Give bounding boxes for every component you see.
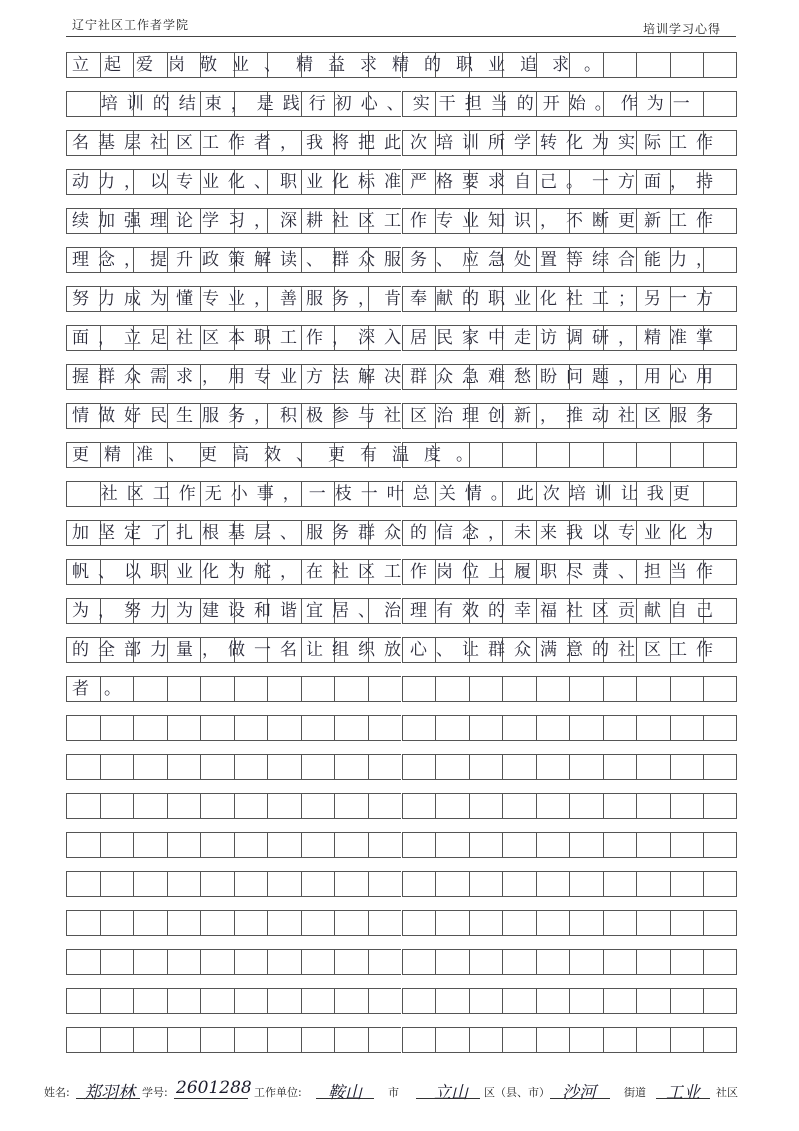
grid-cell — [435, 949, 469, 975]
grid-cell — [670, 715, 704, 741]
grid-cell — [66, 988, 100, 1014]
grid-cell — [536, 832, 570, 858]
grid-cell — [502, 715, 536, 741]
grid-cell — [267, 715, 301, 741]
grid-cell — [469, 754, 503, 780]
grid-cell — [569, 832, 603, 858]
grid-cell — [636, 793, 670, 819]
grid-cell — [603, 832, 637, 858]
grid-cell — [267, 949, 301, 975]
header-org: 辽宁社区工作者学院 — [72, 18, 190, 32]
grid-cell — [703, 910, 737, 936]
grid-row — [66, 169, 737, 195]
grid-cell — [100, 715, 134, 741]
grid-cell — [133, 832, 167, 858]
grid-cell — [670, 910, 704, 936]
grid-cell — [670, 754, 704, 780]
grid-cell — [200, 988, 234, 1014]
grid-cell — [402, 910, 436, 936]
grid-cell — [469, 988, 503, 1014]
grid-cell — [234, 793, 268, 819]
name-underline — [76, 1098, 140, 1099]
grid-cell — [469, 793, 503, 819]
grid-cell — [402, 949, 436, 975]
grid-cell — [167, 832, 201, 858]
grid-cell — [402, 988, 436, 1014]
city-value: 鞍山 — [328, 1083, 362, 1103]
grid-cell — [267, 871, 301, 897]
grid-cell — [133, 715, 167, 741]
grid-cell — [334, 832, 368, 858]
street-value: 沙河 — [562, 1083, 596, 1103]
district-underline — [416, 1098, 480, 1099]
grid-cell — [200, 793, 234, 819]
grid-row — [66, 910, 737, 936]
grid-cell — [368, 910, 402, 936]
essay-line: 名基层社区工作者，我将把此次培训所学转化为实际工作 — [72, 133, 722, 153]
community-value: 工业 — [666, 1083, 700, 1103]
grid-cell — [100, 754, 134, 780]
grid-row — [66, 637, 737, 663]
grid-cell — [703, 988, 737, 1014]
grid-cell — [267, 754, 301, 780]
grid-cell — [502, 1027, 536, 1053]
student-id-value: 2601288 — [176, 1078, 252, 1098]
grid-row — [66, 403, 737, 429]
grid-cell — [301, 910, 335, 936]
grid-row — [66, 676, 737, 702]
grid-row — [66, 793, 737, 819]
grid-cell — [66, 1027, 100, 1053]
grid-cell — [703, 949, 737, 975]
grid-row — [66, 871, 737, 897]
grid-cell — [200, 949, 234, 975]
street-label: 街道 — [624, 1086, 646, 1099]
grid-cell — [267, 832, 301, 858]
essay-line: 动力，以专业化、职业化标准严格要求自己。一方面，持 — [72, 172, 722, 192]
grid-cell — [301, 832, 335, 858]
grid-cell — [234, 949, 268, 975]
city-underline — [316, 1098, 374, 1099]
grid-cell — [435, 988, 469, 1014]
grid-cell — [469, 949, 503, 975]
grid-cell — [636, 754, 670, 780]
grid-row — [66, 559, 737, 585]
grid-cell — [469, 871, 503, 897]
grid-cell — [100, 832, 134, 858]
grid-cell — [402, 871, 436, 897]
grid-cell — [133, 988, 167, 1014]
grid-cell — [100, 910, 134, 936]
grid-cell — [402, 832, 436, 858]
grid-cell — [670, 1027, 704, 1053]
street-underline — [550, 1098, 610, 1099]
grid-cell — [402, 1027, 436, 1053]
grid-cell — [536, 715, 570, 741]
header-title: 培训学习心得 — [642, 22, 721, 36]
grid-cell — [670, 949, 704, 975]
grid-cell — [100, 1027, 134, 1053]
grid-row — [66, 130, 737, 156]
grid-cell — [334, 793, 368, 819]
grid-cell — [368, 871, 402, 897]
grid-cell — [603, 988, 637, 1014]
grid-cell — [703, 715, 737, 741]
grid-cell — [569, 793, 603, 819]
grid-cell — [636, 988, 670, 1014]
grid-cell — [200, 910, 234, 936]
grid-cell — [200, 871, 234, 897]
grid-row — [66, 832, 737, 858]
essay-line: 帆、以职业化为舵，在社区工作岗位上履职尽责、担当作 — [72, 562, 722, 582]
grid-row — [66, 520, 737, 546]
grid-cell — [603, 910, 637, 936]
grid-cell — [569, 1027, 603, 1053]
name-label: 姓名: — [44, 1086, 70, 1099]
grid-cell — [133, 910, 167, 936]
essay-line: 者。 — [72, 679, 136, 699]
essay-line: 立起爱岗敬业、精益求精的职业追求。 — [72, 55, 616, 75]
grid-cell — [502, 754, 536, 780]
grid-cell — [703, 1027, 737, 1053]
essay-line: 握群众需求，用专业方法解决群众急难愁盼问题，用心用 — [72, 367, 722, 387]
grid-cell — [334, 871, 368, 897]
grid-cell — [569, 754, 603, 780]
grid-cell — [66, 871, 100, 897]
grid-cell — [569, 871, 603, 897]
grid-cell — [200, 754, 234, 780]
grid-cell — [334, 988, 368, 1014]
grid-cell — [234, 988, 268, 1014]
grid-cell — [435, 1027, 469, 1053]
grid-cell — [569, 715, 603, 741]
grid-cell — [502, 910, 536, 936]
grid-cell — [536, 871, 570, 897]
grid-cell — [133, 871, 167, 897]
grid-cell — [167, 754, 201, 780]
grid-cell — [234, 1027, 268, 1053]
grid-cell — [334, 715, 368, 741]
grid-cell — [167, 715, 201, 741]
grid-cell — [267, 1027, 301, 1053]
grid-cell — [569, 910, 603, 936]
grid-cell — [368, 754, 402, 780]
grid-cell — [536, 1027, 570, 1053]
grid-cell — [133, 793, 167, 819]
header-rule — [66, 36, 736, 37]
grid-cell — [167, 949, 201, 975]
grid-cell — [636, 715, 670, 741]
essay-line: 努力成为懂专业，善服务，肯奉献的职业化社工；另一方 — [72, 289, 722, 309]
grid-cell — [636, 871, 670, 897]
grid-row — [66, 91, 737, 117]
grid-row — [66, 364, 737, 390]
grid-cell — [200, 832, 234, 858]
grid-cell — [200, 715, 234, 741]
city-label: 市 — [388, 1086, 399, 1099]
grid-cell — [267, 910, 301, 936]
essay-line: 加坚定了扎根基层、服务群众的信念，未来我以专业化为 — [72, 523, 722, 543]
grid-cell — [536, 754, 570, 780]
grid-row — [66, 286, 737, 312]
grid-cell — [402, 793, 436, 819]
grid-cell — [435, 832, 469, 858]
student-id-label: 学号: — [142, 1086, 168, 1099]
grid-cell — [66, 832, 100, 858]
grid-cell — [267, 988, 301, 1014]
grid-cell — [502, 832, 536, 858]
grid-cell — [234, 871, 268, 897]
grid-row — [66, 1027, 737, 1053]
footer-info — [44, 1078, 744, 1102]
grid-cell — [703, 793, 737, 819]
community-underline — [656, 1098, 710, 1099]
grid-cell — [603, 715, 637, 741]
grid-cell — [603, 949, 637, 975]
grid-cell — [368, 793, 402, 819]
grid-cell — [100, 871, 134, 897]
grid-cell — [636, 1027, 670, 1053]
essay-line: 为，努力为建设和谐宜居、治理有效的幸福社区贡献自己 — [72, 601, 722, 621]
grid-cell — [133, 1027, 167, 1053]
grid-cell — [301, 871, 335, 897]
grid-cell — [301, 949, 335, 975]
grid-cell — [234, 754, 268, 780]
grid-cell — [569, 949, 603, 975]
grid-cell — [334, 1027, 368, 1053]
grid-cell — [200, 1027, 234, 1053]
grid-row — [66, 715, 737, 741]
grid-cell — [167, 793, 201, 819]
grid-row — [66, 988, 737, 1014]
grid-cell — [66, 793, 100, 819]
grid-cell — [234, 715, 268, 741]
grid-cell — [469, 715, 503, 741]
essay-line: 理念，提升政策解读、群众服务、应急处置等综合能力， — [72, 250, 722, 270]
grid-cell — [502, 949, 536, 975]
grid-cell — [100, 949, 134, 975]
grid-cell — [703, 754, 737, 780]
grid-cell — [435, 754, 469, 780]
essay-line: 更精准、更高效、更有温度。 — [72, 445, 488, 465]
grid-cell — [402, 715, 436, 741]
grid-cell — [536, 949, 570, 975]
work-unit-label: 工作单位: — [254, 1086, 302, 1099]
essay-line: 培训的结束，是践行初心、实干担当的开始。作为一 — [72, 94, 699, 114]
essay-grid-paper — [66, 52, 737, 1066]
essay-line: 面，立足社区本职工作，深入居民家中走访调研，精准掌 — [72, 328, 722, 348]
grid-cell — [66, 715, 100, 741]
district-label: 区（县、市） — [484, 1086, 550, 1099]
grid-cell — [368, 949, 402, 975]
grid-cell — [636, 832, 670, 858]
essay-line: 的全部力量，做一名让组织放心、让群众满意的社区工作 — [72, 640, 722, 660]
grid-cell — [435, 871, 469, 897]
grid-cell — [670, 832, 704, 858]
grid-cell — [603, 1027, 637, 1053]
grid-row — [66, 481, 737, 507]
grid-cell — [435, 793, 469, 819]
grid-cell — [301, 1027, 335, 1053]
grid-row — [66, 247, 737, 273]
grid-cell — [703, 832, 737, 858]
grid-cell — [66, 949, 100, 975]
grid-cell — [435, 715, 469, 741]
grid-cell — [167, 1027, 201, 1053]
grid-cell — [536, 910, 570, 936]
grid-row — [66, 208, 737, 234]
grid-row — [66, 949, 737, 975]
grid-cell — [670, 793, 704, 819]
grid-cell — [167, 988, 201, 1014]
grid-cell — [334, 949, 368, 975]
grid-cell — [301, 988, 335, 1014]
grid-row — [66, 598, 737, 624]
grid-cell — [703, 871, 737, 897]
grid-cell — [133, 754, 167, 780]
grid-cell — [435, 910, 469, 936]
essay-line: 情做好民生服务，积极参与社区治理创新，推动社区服务 — [72, 406, 722, 426]
grid-cell — [66, 754, 100, 780]
grid-cell — [670, 988, 704, 1014]
grid-row — [66, 325, 737, 351]
grid-cell — [301, 715, 335, 741]
grid-row — [66, 442, 737, 468]
grid-cell — [469, 832, 503, 858]
grid-cell — [636, 949, 670, 975]
grid-cell — [267, 793, 301, 819]
grid-cell — [100, 793, 134, 819]
grid-cell — [167, 910, 201, 936]
student-id-underline — [174, 1098, 248, 1099]
grid-row — [66, 754, 737, 780]
district-value: 立山 — [434, 1083, 468, 1103]
grid-row — [66, 52, 737, 78]
grid-cell — [368, 988, 402, 1014]
grid-cell — [569, 988, 603, 1014]
grid-cell — [603, 871, 637, 897]
name-value: 郑羽林 — [84, 1083, 135, 1103]
grid-cell — [536, 793, 570, 819]
grid-cell — [402, 754, 436, 780]
essay-line: 续加强理论学习，深耕社区工作专业知识，不断更新工作 — [72, 211, 722, 231]
grid-cell — [301, 754, 335, 780]
grid-cell — [334, 754, 368, 780]
grid-cell — [502, 793, 536, 819]
grid-cell — [301, 793, 335, 819]
grid-cell — [334, 910, 368, 936]
grid-cell — [469, 1027, 503, 1053]
grid-cell — [502, 871, 536, 897]
grid-cell — [167, 871, 201, 897]
grid-cell — [603, 793, 637, 819]
grid-cell — [368, 832, 402, 858]
grid-cell — [502, 988, 536, 1014]
grid-cell — [66, 910, 100, 936]
grid-cell — [100, 988, 134, 1014]
essay-line: 社区工作无小事，一枝一叶总关情。此次培训让我更 — [72, 484, 699, 504]
grid-cell — [603, 754, 637, 780]
grid-cell — [234, 832, 268, 858]
grid-cell — [234, 910, 268, 936]
grid-cell — [469, 910, 503, 936]
grid-cell — [368, 1027, 402, 1053]
grid-cell — [670, 871, 704, 897]
grid-cell — [636, 910, 670, 936]
grid-cell — [536, 988, 570, 1014]
grid-cell — [133, 949, 167, 975]
community-label: 社区 — [716, 1086, 738, 1099]
grid-cell — [368, 715, 402, 741]
